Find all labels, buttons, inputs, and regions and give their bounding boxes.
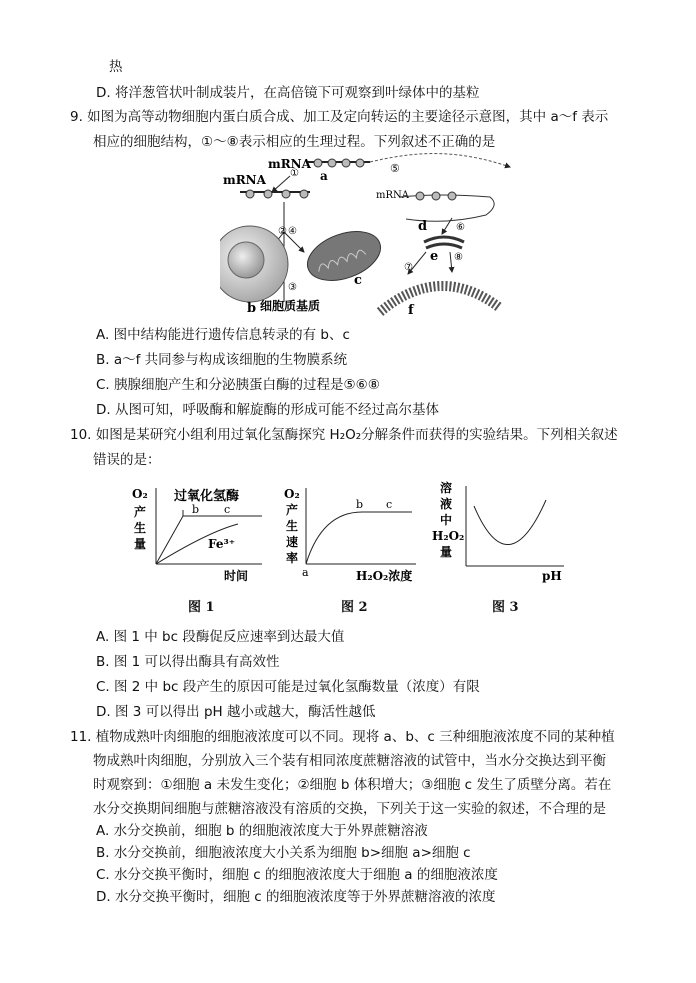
svg-text:⑤: ⑤ [390,162,400,175]
svg-text:pH: pH [542,569,562,583]
svg-text:Fe³⁺: Fe³⁺ [208,537,236,551]
q9-option-a: A. 图中结构能进行遗传信息转录的有 b、c [96,327,350,343]
svg-text:O₂: O₂ [132,487,148,501]
cytoplasm-label: 细胞质基质 [260,299,321,313]
svg-text:量: 量 [440,545,453,559]
svg-text:④: ④ [288,226,297,237]
svg-text:溶: 溶 [440,481,453,495]
svg-text:⑧: ⑧ [454,252,463,263]
option-d-prev: D. 将洋葱管状叶制成装片，在高倍镜下可观察到叶绿体中的基粒 [96,85,480,101]
q11-option-c: C. 水分交换平衡时，细胞 c 的细胞液浓度大于细胞 a 的细胞液浓度 [96,867,498,883]
q10-option-c: C. 图 2 中 bc 段产生的原因可能是过氧化氢酶数量（浓度）有限 [96,679,480,695]
svg-text:产: 产 [286,503,299,517]
svg-text:c: c [224,503,231,516]
svg-text:H₂O₂浓度: H₂O₂浓度 [356,569,413,583]
question-9-stem-cont: 相应的细胞结构，①～⑧表示相应的生理过程。下列叙述不正确的是 [93,134,496,150]
graph-1 [128,480,268,590]
q9-option-c: C. 胰腺细胞产生和分泌胰蛋白酶的过程是⑤⑥⑧ [96,377,380,393]
svg-text:a: a [302,566,309,579]
label-e: e [430,249,439,264]
svg-text:b: b [192,503,200,516]
svg-text:②: ② [278,226,287,237]
question-11-stem-3: 时观察到：①细胞 a 未发生变化；②细胞 b 体积增大；③细胞 c 发生了质壁分离。若在 [93,777,612,793]
svg-text:率: 率 [286,551,299,565]
caption-fig-3: 图 3 [492,600,519,615]
svg-text:H₂O₂: H₂O₂ [432,529,465,543]
label-f: f [408,303,414,317]
svg-text:⑥: ⑥ [456,222,465,233]
svg-text:产: 产 [134,505,147,519]
q10-option-b: B. 图 1 可以得出酶具有高效性 [96,654,280,670]
question-11-stem-4: 水分交换期间细胞与蔗糖溶液没有溶质的交换，下列关于这一实验的叙述，不合理的是 [93,801,606,817]
svg-text:b: b [356,498,364,511]
q10-option-a: A. 图 1 中 bc 段酶促反应速率到达最大值 [96,629,345,645]
label-c: c [354,273,362,288]
svg-text:中: 中 [440,513,453,527]
svg-text:液: 液 [440,497,453,511]
mrna-left-label: mRNA [223,173,266,187]
svg-text:量: 量 [134,537,147,551]
question-10-stem-cont: 错误的是： [93,452,161,468]
svg-text:⑦: ⑦ [404,262,413,273]
graph-3 [430,476,570,590]
svg-text:a: a [320,169,328,183]
q9-option-d: D. 从图可知，呼吸酶和解旋酶的形成可能不经过高尔基体 [96,402,439,418]
text-line: 热 [109,59,123,75]
svg-text:③: ③ [288,282,297,293]
q11-option-a: A. 水分交换前，细胞 b 的细胞液浓度大于外界蔗糖溶液 [96,823,428,839]
question-9-stem: 9. 如图为高等动物细胞内蛋白质合成、加工及定向转运的主要途径示意图，其中 a～f 表示 [70,109,609,125]
svg-text:速: 速 [286,535,299,549]
question-11-stem-2: 物成熟叶肉细胞，分别放入三个装有相同浓度蔗糖溶液的试管中，当水分交换达到平衡 [93,753,606,769]
svg-text:过氧化氢酶: 过氧化氢酶 [174,489,240,504]
q11-option-d: D. 水分交换平衡时，细胞 c 的细胞液浓度等于外界蔗糖溶液的浓度 [96,889,496,905]
svg-text:O₂: O₂ [284,487,300,501]
label-b: b [247,301,257,316]
question-10-stem: 10. 如图是某研究小组利用过氧化氢酶探究 H₂O₂分解条件而获得的实验结果。下列相关叙述 [70,427,618,443]
svg-text:c: c [386,498,393,511]
svg-text:①: ① [290,168,299,179]
mrna-right-label: mRNA [376,190,409,201]
q9-option-b: B. a～f 共同参与构成该细胞的生物膜系统 [96,352,348,368]
caption-fig-2: 图 2 [341,600,368,615]
question-11-stem: 11. 植物成熟叶肉细胞的细胞液浓度可以不同。现将 a、b、c 三种细胞液浓度不同的某种植 [70,729,615,745]
caption-fig-1: 图 1 [188,600,215,615]
mrna-top-label: mRNA [268,157,311,171]
cell-pathway-figure [220,152,640,317]
svg-text:生: 生 [286,519,299,533]
svg-text:时间: 时间 [224,569,249,583]
q10-option-d: D. 图 3 可以得出 pH 越小或越大，酶活性越低 [96,704,376,720]
svg-text:生: 生 [134,521,147,535]
label-d: d [418,219,428,234]
q11-option-b: B. 水分交换前，细胞液浓度大小关系为细胞 b>细胞 a>细胞 c [96,845,471,861]
graph-2 [282,480,422,590]
